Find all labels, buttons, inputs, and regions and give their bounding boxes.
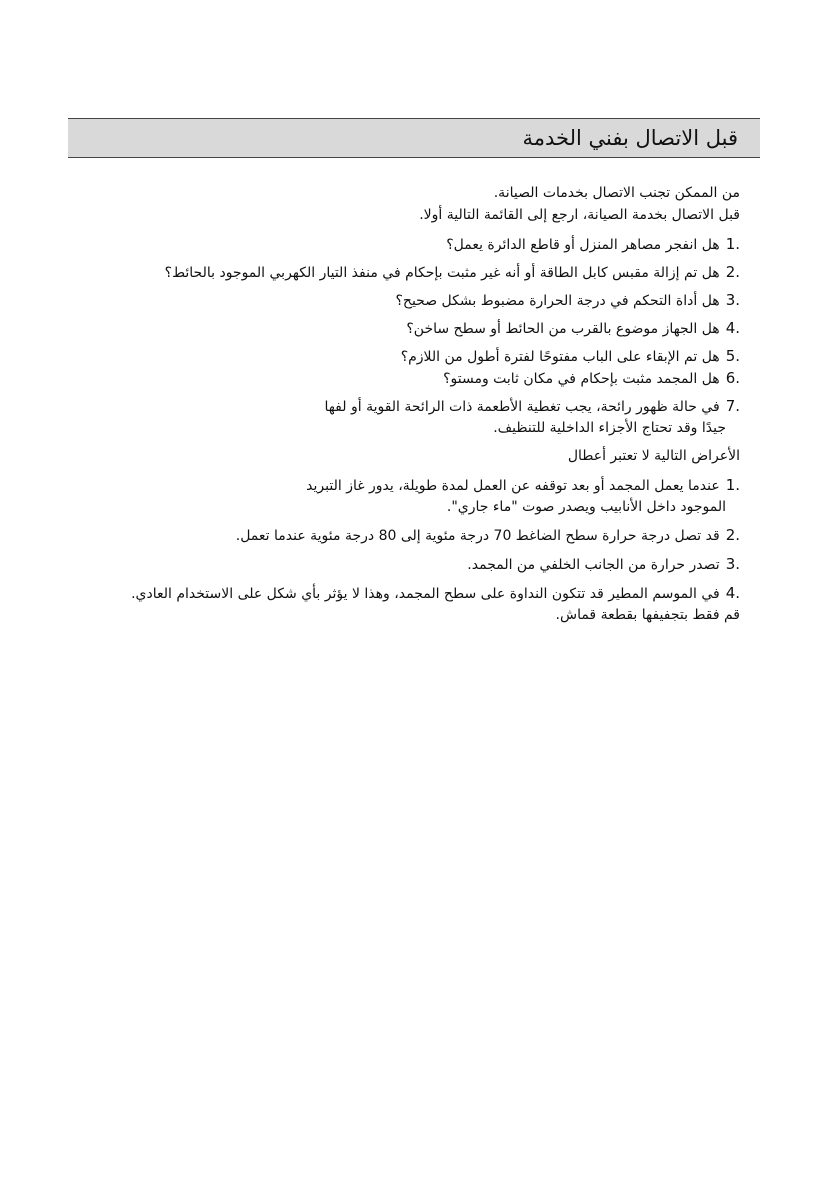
checklist-item	[80, 317, 740, 339]
intro-line: قبل الاتصال بخدمة الصيانة، ارجع إلى القائمة التالية أولا.	[419, 207, 740, 223]
item-text: هل الجهاز موضوع بالقرب من الحائط أو سطح ساخن؟	[406, 321, 720, 337]
note-item	[80, 474, 740, 518]
item-number: 6.	[725, 369, 740, 387]
item-number: 1.	[725, 476, 740, 494]
item-number: 1.	[725, 235, 740, 253]
item-text: هل تم الإبقاء على الباب مفتوحًا لفترة أطول من اللازم؟	[400, 349, 720, 365]
item-text: عندما يعمل المجمد أو بعد توقفه عن العمل لمدة طويلة، يدور غاز التبريد	[306, 478, 720, 494]
item-text: في الموسم المطير قد تتكون النداوة على سطح المجمد، وهذا لا يؤثر بأي شكل على الاستخدام العادي.	[131, 586, 720, 602]
item-number: 7.	[725, 397, 740, 415]
checklist-item	[80, 233, 740, 255]
item-text-continued: جيدًا وقد تحتاج الأجزاء الداخلية للتنظيف.	[493, 420, 726, 436]
item-text: قد تصل درجة حرارة سطح الضاغط 70 درجة مئوية إلى 80 درجة مئوية عندما تعمل.	[235, 528, 720, 544]
item-text-continued: قم فقط بتجفيفها بقطعة قماش.	[555, 607, 740, 623]
checklist-item	[80, 345, 740, 367]
item-number: 3.	[725, 291, 740, 309]
item-text: تصدر حرارة من الجانب الخلفي من المجمد.	[467, 557, 720, 573]
item-number: 4.	[725, 584, 740, 602]
checklist-item	[80, 367, 740, 389]
item-number: 2.	[725, 263, 740, 281]
checklist-item	[80, 289, 740, 311]
note-item	[80, 553, 740, 575]
item-text: هل أداة التحكم في درجة الحرارة مضبوط بشكل صحيح؟	[395, 293, 720, 309]
item-number: 2.	[725, 526, 740, 544]
item-text-continued: الموجود داخل الأنابيب ويصدر صوت "ماء جاري".	[446, 499, 726, 515]
note-item	[80, 524, 740, 546]
notes-heading: الأعراض التالية لا تعتبر أعطال	[567, 448, 740, 464]
item-number: 5.	[725, 347, 740, 365]
item-text: هل المجمد مثبت بإحكام في مكان ثابت ومستو؟	[443, 371, 720, 387]
section-title: قبل الاتصال بفني الخدمة	[522, 126, 738, 150]
item-text: في حالة ظهور رائحة، يجب تغطية الأطعمة ذات الرائحة القوية أو لفها	[324, 399, 720, 415]
item-text: هل تم إزالة مقبس كابل الطاقة أو أنه غير مثبت بإحكام في منفذ التيار الكهربي الموجود بالحائط؟	[164, 265, 720, 281]
section-content	[80, 182, 740, 626]
intro-line: من الممكن تجنب الاتصال بخدمات الصيانة.	[493, 185, 740, 201]
item-number: 3.	[725, 555, 740, 573]
section-header-bar	[68, 118, 760, 158]
note-item	[80, 582, 740, 626]
checklist-item	[80, 395, 740, 439]
item-number: 4.	[725, 319, 740, 337]
checklist-item	[80, 261, 740, 283]
item-text: هل انفجر مصاهر المنزل أو قاطع الدائرة يعمل؟	[446, 237, 720, 253]
